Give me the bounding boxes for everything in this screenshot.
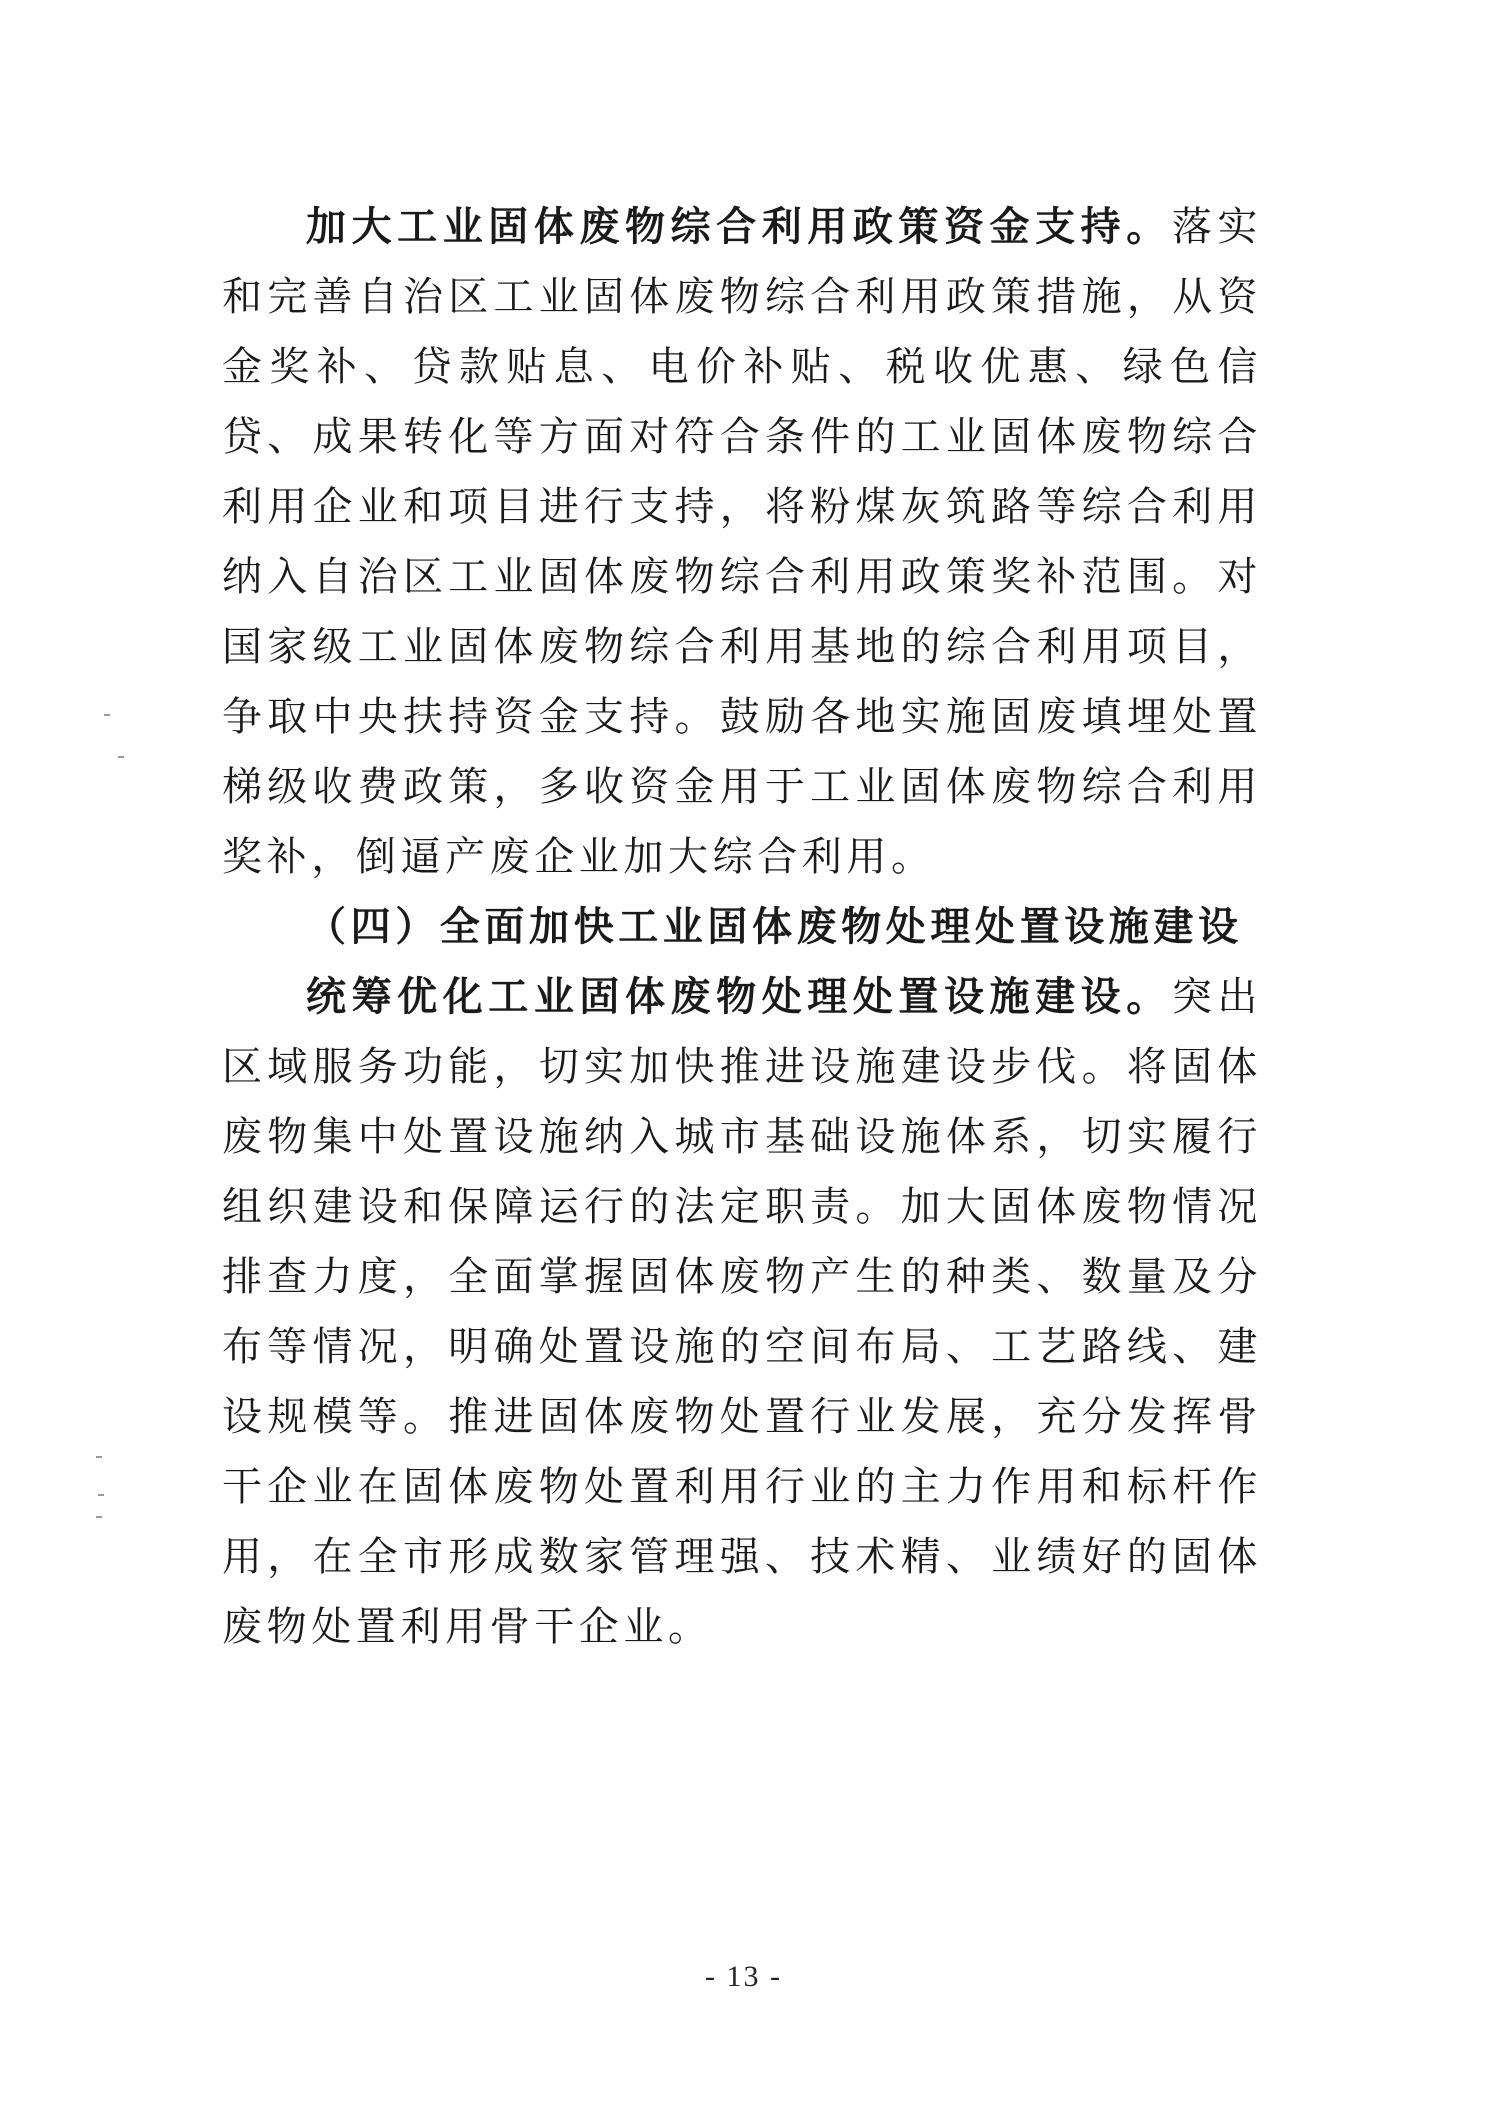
scan-speck: [96, 1516, 102, 1518]
section-heading: （四）全面加快工业固体废物处理处置设施建设: [306, 903, 1243, 950]
paragraph-funding-support: [222, 192, 1262, 892]
paragraph-lead: 加大工业固体废物综合利用政策资金支持。: [306, 203, 1172, 250]
scan-speck: [118, 756, 124, 758]
paragraph-facility-construction: [222, 962, 1262, 1662]
scan-speck: [98, 1494, 104, 1496]
document-body: [222, 192, 1262, 1662]
paragraph-text: 落实和完善自治区工业固体废物综合利用政策措施，从资金奖补、贷款贴息、电价补贴、税收优惠、绿色信贷、成果转化等方面对符合条件的工业固体废物综合利用企业和项目进行支持，将粉煤灰筑路等综合利用纳入自治区工业固体废物综合利用政策奖补范围。对国家级工业固体废物综合利用基地的综合利用项目，争取中央扶持资金支持。鼓励各地实施固废填埋处置梯级收费政策，多收资金用于工业固体废物综合利用奖补，倒逼产废企业加大综合利用。: [222, 204, 1262, 880]
paragraph-text: 突出区域服务功能，切实加快推进设施建设步伐。将固体废物集中处置设施纳入城市基础设施体系，切实履行组织建设和保障运行的法定职责。加大固体废物情况排查力度，全面掌握固体废物产生的种类、数量及分布等情况，明确处置设施的空间布局、工艺路线、建设规模等。推进固体废物处置行业发展，充分发挥骨干企业在固体废物处置利用行业的主力作用和标杆作用，在全市形成数家管理强、技术精、业绩好的固体废物处置利用骨干企业。: [222, 974, 1262, 1650]
scan-speck: [104, 714, 110, 716]
page-number: - 13 -: [705, 1960, 782, 1993]
paragraph-lead: 统筹优化工业固体废物处理处置设施建设。: [306, 973, 1172, 1020]
scan-speck: [96, 1456, 102, 1458]
